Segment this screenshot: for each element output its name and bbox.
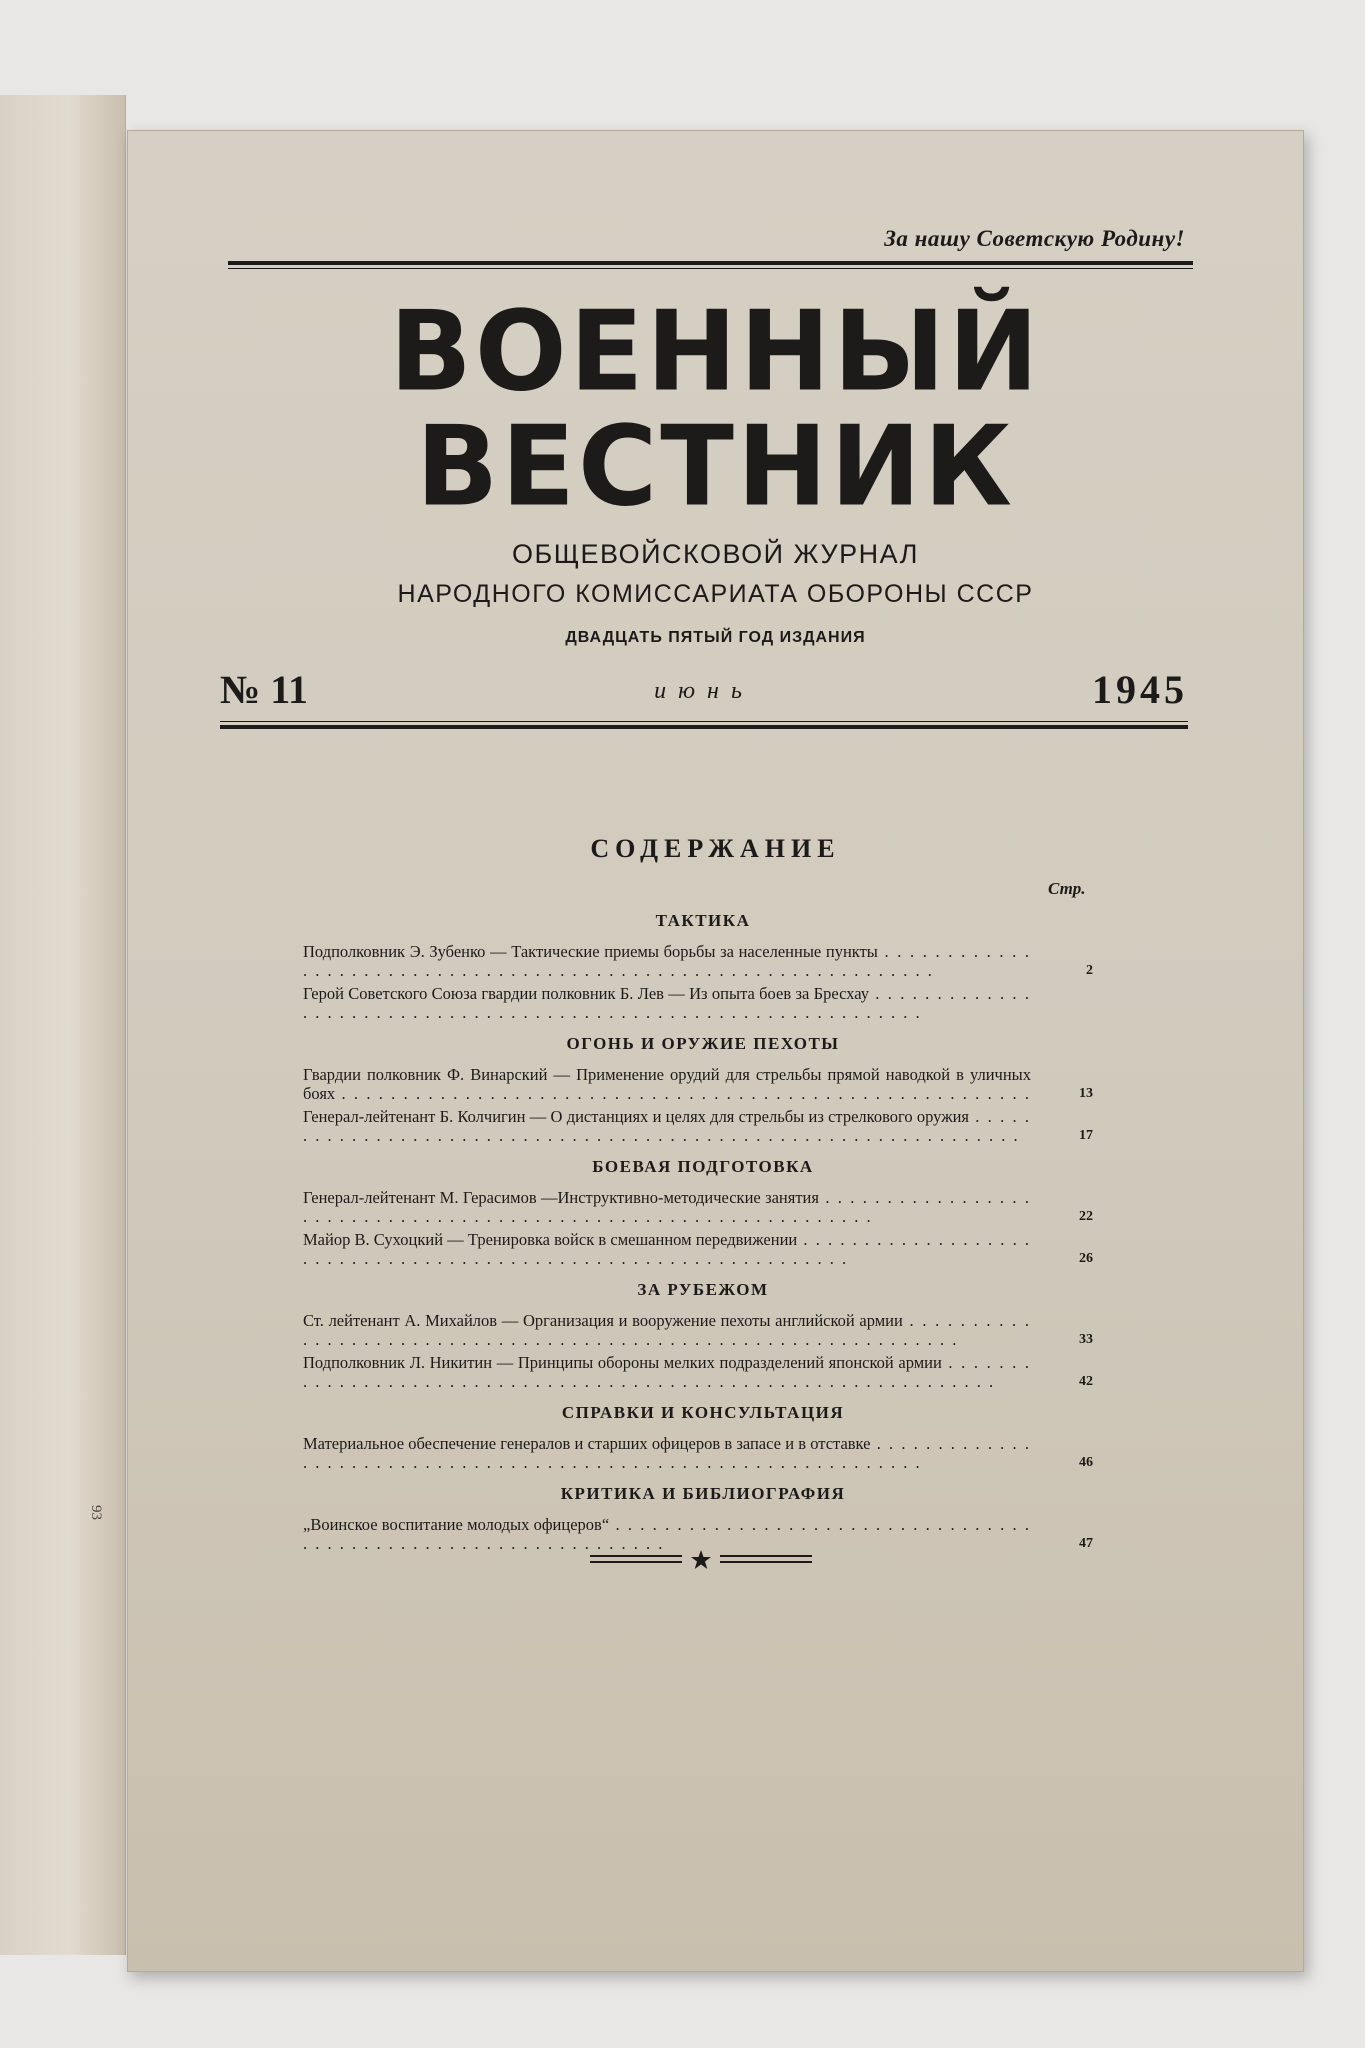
toc-entry bbox=[303, 1188, 1103, 1226]
toc-entry-page: 2 bbox=[1086, 963, 1093, 978]
ornament-line bbox=[590, 1561, 682, 1563]
toc-entry bbox=[303, 1353, 1103, 1391]
masthead-line-1: ВОЕННЫЙ bbox=[389, 288, 1042, 417]
subtitle-line-1: ОБЩЕВОЙСКОВОЙ ЖУРНАЛ bbox=[511, 539, 919, 569]
toc-entry-text: Подполковник Э. Зубенко — Тактические приемы борьбы за населенные пункты . . . bbox=[303, 942, 1031, 980]
journal-page bbox=[127, 130, 1304, 1972]
toc-entry-page: 33 bbox=[1079, 1332, 1093, 1347]
toc-entry bbox=[303, 984, 1103, 1022]
issue-number: № 11 bbox=[220, 667, 308, 712]
star-icon bbox=[690, 1549, 712, 1571]
subtitle-line-2: НАРОДНОГО КОМИССАРИАТА ОБОРОНЫ СССР bbox=[397, 580, 1034, 608]
toc-entry-page: 47 bbox=[1079, 1536, 1093, 1551]
toc-entry-text: Генерал-лейтенант Б. Колчигин — О дистанциях и целях для стрельбы из стрелкового оружия . . . bbox=[303, 1107, 1031, 1145]
issue-month: июнь bbox=[654, 678, 754, 704]
slogan: За нашу Советскую Родину! bbox=[884, 226, 1185, 251]
top-rule bbox=[228, 261, 1193, 265]
issue-rule bbox=[220, 725, 1188, 729]
section-heading: ОГОНЬ И ОРУЖИЕ ПЕХОТЫ bbox=[566, 1034, 840, 1053]
toc-entry-text: „Воинское воспитание молодых офицеров“ . . . bbox=[303, 1515, 1031, 1553]
toc-entry-text: Генерал-лейтенант М. Герасимов —Инструктивно-методические занятия . . . bbox=[303, 1188, 1031, 1226]
toc-entry-page: 17 bbox=[1079, 1128, 1093, 1143]
subtitle-line-3: ДВАДЦАТЬ ПЯТЫЙ ГОД ИЗДАНИЯ bbox=[565, 629, 866, 646]
issue-year: 1945 bbox=[1092, 667, 1188, 712]
top-rule-thin bbox=[228, 268, 1193, 269]
left-page-edge bbox=[0, 95, 126, 1955]
toc-entry-text: Майор В. Сухоцкий — Тренировка войск в смешанном передвижении . . . bbox=[303, 1230, 1031, 1268]
toc-entry-page: 22 bbox=[1079, 1209, 1093, 1224]
toc-entry bbox=[303, 1515, 1103, 1553]
toc-entry-page: 42 bbox=[1079, 1374, 1093, 1389]
ornament-line bbox=[720, 1555, 812, 1557]
toc-entry bbox=[303, 942, 1103, 980]
toc-entry-page: 26 bbox=[1079, 1251, 1093, 1266]
toc-entry-text: Ст. лейтенант А. Михайлов — Организация и вооружение пехоты английской армии . . . bbox=[303, 1311, 1031, 1349]
page-column-label: Стр. bbox=[1048, 879, 1086, 898]
issue-row bbox=[220, 666, 1188, 716]
toc-entry-page: 13 bbox=[1079, 1086, 1093, 1101]
toc-entry-text: Гвардии полковник Ф. Винарский — Применение орудий для стрельбы прямой наводкой в уличных боях . . . bbox=[303, 1065, 1031, 1103]
contents-title: СОДЕРЖАНИЕ bbox=[590, 834, 841, 863]
section-heading: СПРАВКИ И КОНСУЛЬТАЦИЯ bbox=[561, 1403, 845, 1422]
ornament-line bbox=[590, 1555, 682, 1557]
section-heading: КРИТИКА И БИБЛИОГРАФИЯ bbox=[560, 1484, 846, 1503]
section-heading: БОЕВАЯ ПОДГОТОВКА bbox=[592, 1157, 814, 1176]
toc-entry-text: Материальное обеспечение генералов и старших офицеров в запасе и в отставке . . . bbox=[303, 1434, 1031, 1472]
section-heading: ЗА РУБЕЖОМ bbox=[637, 1280, 769, 1299]
issue-rule-thin bbox=[220, 721, 1188, 722]
ornament-line bbox=[720, 1561, 812, 1563]
toc-entry bbox=[303, 1107, 1103, 1145]
toc-entry bbox=[303, 1230, 1103, 1268]
masthead-line-2: ВЕСТНИК bbox=[415, 403, 1016, 532]
section-heading: ТАКТИКА bbox=[655, 911, 751, 930]
toc-entry bbox=[303, 1311, 1103, 1349]
toc-entry bbox=[303, 1434, 1103, 1472]
table-of-contents bbox=[303, 899, 1103, 1557]
toc-entry bbox=[303, 1065, 1103, 1103]
toc-entry-text: Подполковник Л. Никитин — Принципы обороны мелких подразделений японской армии . . . bbox=[303, 1353, 1031, 1391]
closing-ornament bbox=[590, 1549, 812, 1571]
toc-entry-page: 46 bbox=[1079, 1455, 1093, 1470]
toc-entry-text: Герой Советского Союза гвардии полковник Б. Лев — Из опыта боев за Бресхау . . . bbox=[303, 984, 1031, 1022]
margin-page-number: 93 bbox=[88, 1505, 104, 1520]
